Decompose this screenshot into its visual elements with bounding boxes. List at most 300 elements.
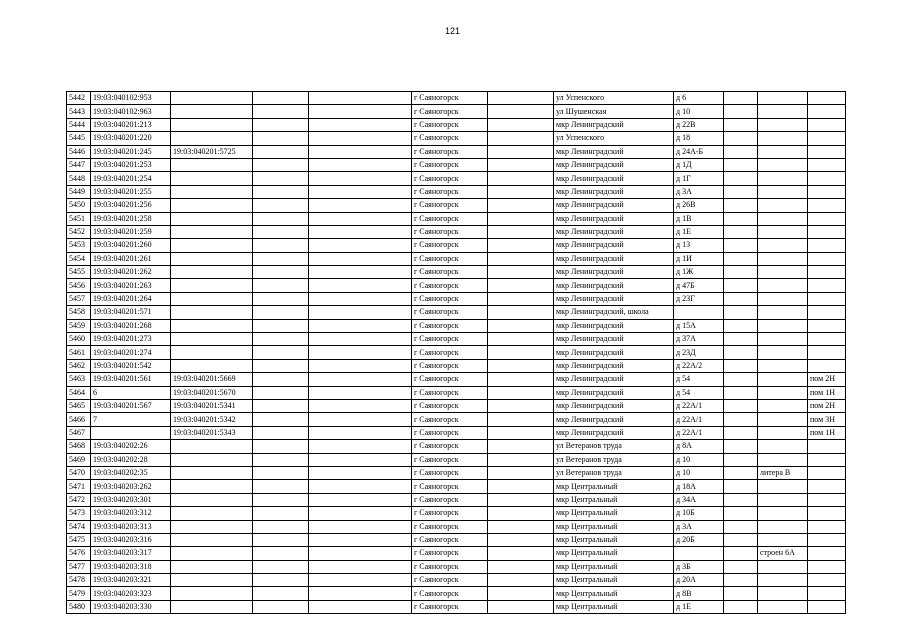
room-cell: [808, 493, 846, 506]
empty-cell: [253, 132, 309, 145]
table-row: [67, 507, 846, 520]
table-row: [67, 453, 846, 466]
empty-cell: [253, 185, 309, 198]
room-cell: [808, 440, 846, 453]
table-row: [67, 560, 846, 573]
empty-cell: [488, 306, 554, 319]
house-cell: д 18: [674, 132, 724, 145]
new-cadastral-number-cell: [171, 560, 253, 573]
empty-cell: [309, 520, 412, 533]
cadastral-number-cell: 19:03:040202:35: [91, 466, 171, 479]
cadastral-number-cell: 19:03:040102:953: [91, 92, 171, 105]
cadastral-number-cell: 19:03:040202:28: [91, 453, 171, 466]
building-cell: [758, 239, 808, 252]
empty-cell: [488, 118, 554, 131]
building-cell: [758, 560, 808, 573]
street-cell: мкр Ленинградский: [554, 399, 674, 412]
table-row: [67, 346, 846, 359]
empty-cell: [309, 105, 412, 118]
building-cell: [758, 252, 808, 265]
cadastral-number-cell: 19:03:040203:313: [91, 520, 171, 533]
empty-cell: [724, 172, 758, 185]
registry-body: [67, 92, 846, 614]
cadastral-number-cell: 19:03:040201:256: [91, 199, 171, 212]
new-cadastral-number-cell: [171, 520, 253, 533]
new-cadastral-number-cell: [171, 266, 253, 279]
row-number-cell: 5478: [67, 574, 91, 587]
street-cell: мкр Ленинградский: [554, 212, 674, 225]
house-cell: д 1Е: [674, 600, 724, 613]
cadastral-number-cell: 19:03:040203:301: [91, 493, 171, 506]
new-cadastral-number-cell: [171, 346, 253, 359]
room-cell: [808, 118, 846, 131]
row-number-cell: 5444: [67, 118, 91, 131]
cadastral-number-cell: 19:03:040201:264: [91, 292, 171, 305]
empty-cell: [488, 145, 554, 158]
empty-cell: [724, 533, 758, 546]
street-cell: мкр Центральный: [554, 574, 674, 587]
empty-cell: [724, 333, 758, 346]
street-cell: мкр Ленинградский: [554, 172, 674, 185]
building-cell: [758, 574, 808, 587]
cadastral-number-cell: 19:03:040201:273: [91, 333, 171, 346]
cadastral-number-cell: 7: [91, 413, 171, 426]
new-cadastral-number-cell: [171, 480, 253, 493]
row-number-cell: 5476: [67, 547, 91, 560]
empty-cell: [253, 212, 309, 225]
empty-cell: [309, 600, 412, 613]
empty-cell: [309, 453, 412, 466]
new-cadastral-number-cell: [171, 600, 253, 613]
table-row: [67, 440, 846, 453]
room-cell: [808, 132, 846, 145]
empty-cell: [309, 587, 412, 600]
building-cell: строен 6А: [758, 547, 808, 560]
empty-cell: [253, 574, 309, 587]
row-number-cell: 5474: [67, 520, 91, 533]
city-cell: г Саяногорск: [412, 252, 488, 265]
empty-cell: [488, 574, 554, 587]
city-cell: г Саяногорск: [412, 373, 488, 386]
table-row: [67, 533, 846, 546]
empty-cell: [724, 306, 758, 319]
room-cell: [808, 92, 846, 105]
building-cell: [758, 132, 808, 145]
street-cell: мкр Ленинградский: [554, 292, 674, 305]
empty-cell: [488, 225, 554, 238]
building-cell: [758, 386, 808, 399]
cadastral-number-cell: 19:03:040203:330: [91, 600, 171, 613]
empty-cell: [488, 507, 554, 520]
row-number-cell: 5451: [67, 212, 91, 225]
empty-cell: [724, 132, 758, 145]
new-cadastral-number-cell: [171, 132, 253, 145]
new-cadastral-number-cell: [171, 453, 253, 466]
room-cell: [808, 520, 846, 533]
empty-cell: [309, 199, 412, 212]
street-cell: мкр Центральный: [554, 520, 674, 533]
empty-cell: [309, 118, 412, 131]
cadastral-number-cell: 19:03:040201:253: [91, 158, 171, 171]
empty-cell: [724, 145, 758, 158]
room-cell: пом 1Н: [808, 426, 846, 439]
table-row: [67, 493, 846, 506]
table-row: [67, 426, 846, 439]
table-row: [67, 266, 846, 279]
room-cell: [808, 266, 846, 279]
building-cell: [758, 105, 808, 118]
city-cell: г Саяногорск: [412, 413, 488, 426]
room-cell: пом 3Н: [808, 413, 846, 426]
empty-cell: [724, 399, 758, 412]
building-cell: [758, 319, 808, 332]
row-number-cell: 5479: [67, 587, 91, 600]
building-cell: [758, 480, 808, 493]
new-cadastral-number-cell: 19:03:040201:5669: [171, 373, 253, 386]
empty-cell: [488, 533, 554, 546]
new-cadastral-number-cell: [171, 212, 253, 225]
empty-cell: [724, 587, 758, 600]
new-cadastral-number-cell: 19:03:040201:5342: [171, 413, 253, 426]
house-cell: д 1В: [674, 212, 724, 225]
empty-cell: [253, 440, 309, 453]
cadastral-number-cell: 19:03:040202:26: [91, 440, 171, 453]
street-cell: мкр Ленинградский: [554, 333, 674, 346]
table-row: [67, 239, 846, 252]
street-cell: мкр Ленинградский: [554, 426, 674, 439]
empty-cell: [488, 413, 554, 426]
row-number-cell: 5477: [67, 560, 91, 573]
room-cell: [808, 587, 846, 600]
empty-cell: [253, 466, 309, 479]
street-cell: мкр Ленинградский: [554, 118, 674, 131]
table-row: [67, 413, 846, 426]
empty-cell: [253, 560, 309, 573]
cadastral-number-cell: 19:03:040201:542: [91, 359, 171, 372]
street-cell: мкр Центральный: [554, 493, 674, 506]
empty-cell: [724, 359, 758, 372]
building-cell: [758, 306, 808, 319]
new-cadastral-number-cell: [171, 199, 253, 212]
city-cell: г Саяногорск: [412, 333, 488, 346]
city-cell: г Саяногорск: [412, 480, 488, 493]
empty-cell: [309, 373, 412, 386]
room-cell: [808, 145, 846, 158]
cadastral-number-cell: 19:03:040201:259: [91, 225, 171, 238]
empty-cell: [309, 346, 412, 359]
street-cell: мкр Ленинградский: [554, 359, 674, 372]
row-number-cell: 5453: [67, 239, 91, 252]
table-row: [67, 212, 846, 225]
street-cell: ул Успенского: [554, 132, 674, 145]
new-cadastral-number-cell: [171, 359, 253, 372]
street-cell: мкр Ленинградский: [554, 413, 674, 426]
table-row: [67, 520, 846, 533]
room-cell: [808, 547, 846, 560]
house-cell: д 1Д: [674, 158, 724, 171]
house-cell: д 3Б: [674, 560, 724, 573]
row-number-cell: 5450: [67, 199, 91, 212]
empty-cell: [309, 440, 412, 453]
empty-cell: [724, 600, 758, 613]
empty-cell: [488, 466, 554, 479]
new-cadastral-number-cell: [171, 466, 253, 479]
empty-cell: [724, 92, 758, 105]
empty-cell: [309, 252, 412, 265]
city-cell: г Саяногорск: [412, 266, 488, 279]
empty-cell: [309, 145, 412, 158]
building-cell: [758, 279, 808, 292]
table-row: [67, 574, 846, 587]
page-number: 121: [444, 26, 461, 36]
empty-cell: [724, 279, 758, 292]
building-cell: [758, 118, 808, 131]
row-number-cell: 5446: [67, 145, 91, 158]
empty-cell: [253, 92, 309, 105]
city-cell: г Саяногорск: [412, 158, 488, 171]
empty-cell: [488, 600, 554, 613]
empty-cell: [309, 466, 412, 479]
empty-cell: [724, 346, 758, 359]
empty-cell: [253, 172, 309, 185]
row-number-cell: 5464: [67, 386, 91, 399]
room-cell: [808, 252, 846, 265]
street-cell: мкр Ленинградский: [554, 373, 674, 386]
house-cell: д 54: [674, 373, 724, 386]
city-cell: г Саяногорск: [412, 386, 488, 399]
empty-cell: [488, 185, 554, 198]
room-cell: [808, 359, 846, 372]
empty-cell: [253, 453, 309, 466]
empty-cell: [724, 158, 758, 171]
empty-cell: [488, 386, 554, 399]
row-number-cell: 5463: [67, 373, 91, 386]
city-cell: г Саяногорск: [412, 453, 488, 466]
empty-cell: [724, 520, 758, 533]
row-number-cell: 5458: [67, 306, 91, 319]
row-number-cell: 5461: [67, 346, 91, 359]
building-cell: [758, 292, 808, 305]
room-cell: [808, 225, 846, 238]
new-cadastral-number-cell: 19:03:040201:5725: [171, 145, 253, 158]
empty-cell: [253, 199, 309, 212]
table-row: [67, 158, 846, 171]
empty-cell: [488, 520, 554, 533]
empty-cell: [309, 480, 412, 493]
house-cell: д 1Ж: [674, 266, 724, 279]
house-cell: д 22В: [674, 118, 724, 131]
empty-cell: [309, 533, 412, 546]
empty-cell: [309, 212, 412, 225]
street-cell: ул Шушенская: [554, 105, 674, 118]
building-cell: [758, 399, 808, 412]
city-cell: г Саяногорск: [412, 185, 488, 198]
room-cell: [808, 480, 846, 493]
empty-cell: [724, 507, 758, 520]
building-cell: [758, 92, 808, 105]
house-cell: д 23Г: [674, 292, 724, 305]
table-row: [67, 172, 846, 185]
room-cell: [808, 333, 846, 346]
city-cell: г Саяногорск: [412, 440, 488, 453]
row-number-cell: 5471: [67, 480, 91, 493]
empty-cell: [724, 105, 758, 118]
house-cell: д 22А/1: [674, 413, 724, 426]
city-cell: г Саяногорск: [412, 359, 488, 372]
house-cell: д 10Б: [674, 507, 724, 520]
empty-cell: [488, 333, 554, 346]
empty-cell: [488, 440, 554, 453]
cadastral-number-cell: 19:03:040201:254: [91, 172, 171, 185]
new-cadastral-number-cell: [171, 319, 253, 332]
table-row: [67, 600, 846, 613]
table-row: [67, 480, 846, 493]
street-cell: мкр Ленинградский: [554, 145, 674, 158]
new-cadastral-number-cell: [171, 574, 253, 587]
empty-cell: [724, 373, 758, 386]
empty-cell: [488, 319, 554, 332]
house-cell: д 13: [674, 239, 724, 252]
new-cadastral-number-cell: [171, 333, 253, 346]
city-cell: г Саяногорск: [412, 466, 488, 479]
row-number-cell: 5445: [67, 132, 91, 145]
empty-cell: [309, 574, 412, 587]
empty-cell: [253, 252, 309, 265]
building-cell: [758, 453, 808, 466]
empty-cell: [253, 587, 309, 600]
empty-cell: [253, 319, 309, 332]
city-cell: г Саяногорск: [412, 507, 488, 520]
row-number-cell: 5475: [67, 533, 91, 546]
street-cell: мкр Центральный: [554, 480, 674, 493]
city-cell: г Саяногорск: [412, 279, 488, 292]
cadastral-number-cell: 19:03:040203:262: [91, 480, 171, 493]
cadastral-number-cell: 19:03:040201:561: [91, 373, 171, 386]
house-cell: д 34А: [674, 493, 724, 506]
table-row: [67, 386, 846, 399]
building-cell: [758, 426, 808, 439]
street-cell: мкр Ленинградский, школа: [554, 306, 674, 319]
row-number-cell: 5448: [67, 172, 91, 185]
building-cell: литера В: [758, 466, 808, 479]
empty-cell: [488, 92, 554, 105]
empty-cell: [724, 547, 758, 560]
table-row: [67, 199, 846, 212]
table-row: [67, 333, 846, 346]
new-cadastral-number-cell: [171, 292, 253, 305]
empty-cell: [488, 359, 554, 372]
empty-cell: [724, 319, 758, 332]
city-cell: г Саяногорск: [412, 118, 488, 131]
empty-cell: [253, 426, 309, 439]
new-cadastral-number-cell: [171, 587, 253, 600]
table-row: [67, 306, 846, 319]
new-cadastral-number-cell: [171, 279, 253, 292]
table-row: [67, 132, 846, 145]
empty-cell: [309, 426, 412, 439]
empty-cell: [253, 118, 309, 131]
street-cell: ул Ветеранов труда: [554, 466, 674, 479]
empty-cell: [724, 440, 758, 453]
city-cell: г Саяногорск: [412, 292, 488, 305]
empty-cell: [488, 132, 554, 145]
street-cell: мкр Ленинградский: [554, 279, 674, 292]
empty-cell: [253, 292, 309, 305]
row-number-cell: 5455: [67, 266, 91, 279]
empty-cell: [488, 158, 554, 171]
room-cell: [808, 239, 846, 252]
house-cell: д 15А: [674, 319, 724, 332]
empty-cell: [253, 507, 309, 520]
city-cell: г Саяногорск: [412, 600, 488, 613]
city-cell: г Саяногорск: [412, 225, 488, 238]
cadastral-number-cell: 19:03:040201:263: [91, 279, 171, 292]
city-cell: г Саяногорск: [412, 560, 488, 573]
table-row: [67, 105, 846, 118]
row-number-cell: 5470: [67, 466, 91, 479]
empty-cell: [309, 266, 412, 279]
room-cell: [808, 319, 846, 332]
cadastral-number-cell: 19:03:040201:260: [91, 239, 171, 252]
city-cell: г Саяногорск: [412, 172, 488, 185]
building-cell: [758, 520, 808, 533]
empty-cell: [309, 239, 412, 252]
room-cell: [808, 346, 846, 359]
city-cell: г Саяногорск: [412, 319, 488, 332]
empty-cell: [253, 373, 309, 386]
room-cell: пом 2Н: [808, 373, 846, 386]
house-cell: д 22А/1: [674, 399, 724, 412]
empty-cell: [253, 520, 309, 533]
street-cell: мкр Центральный: [554, 507, 674, 520]
cadastral-number-cell: 19:03:040201:567: [91, 399, 171, 412]
empty-cell: [724, 466, 758, 479]
empty-cell: [253, 225, 309, 238]
room-cell: [808, 466, 846, 479]
empty-cell: [309, 319, 412, 332]
cadastral-number-cell: 19:03:040201:255: [91, 185, 171, 198]
cadastral-number-cell: 19:03:040201:571: [91, 306, 171, 319]
empty-cell: [253, 399, 309, 412]
empty-cell: [253, 413, 309, 426]
empty-cell: [724, 252, 758, 265]
empty-cell: [724, 426, 758, 439]
empty-cell: [488, 587, 554, 600]
city-cell: г Саяногорск: [412, 212, 488, 225]
house-cell: [674, 547, 724, 560]
street-cell: мкр Центральный: [554, 533, 674, 546]
street-cell: ул Ветеранов труда: [554, 453, 674, 466]
table-row: [67, 587, 846, 600]
city-cell: г Саяногорск: [412, 306, 488, 319]
empty-cell: [488, 172, 554, 185]
row-number-cell: 5466: [67, 413, 91, 426]
house-cell: д 8В: [674, 587, 724, 600]
row-number-cell: 5465: [67, 399, 91, 412]
house-cell: д 8А: [674, 440, 724, 453]
building-cell: [758, 172, 808, 185]
room-cell: [808, 279, 846, 292]
building-cell: [758, 346, 808, 359]
new-cadastral-number-cell: [171, 158, 253, 171]
new-cadastral-number-cell: [171, 225, 253, 238]
house-cell: д 54: [674, 386, 724, 399]
empty-cell: [488, 239, 554, 252]
row-number-cell: 5467: [67, 426, 91, 439]
room-cell: [808, 105, 846, 118]
empty-cell: [724, 292, 758, 305]
house-cell: д 37А: [674, 333, 724, 346]
